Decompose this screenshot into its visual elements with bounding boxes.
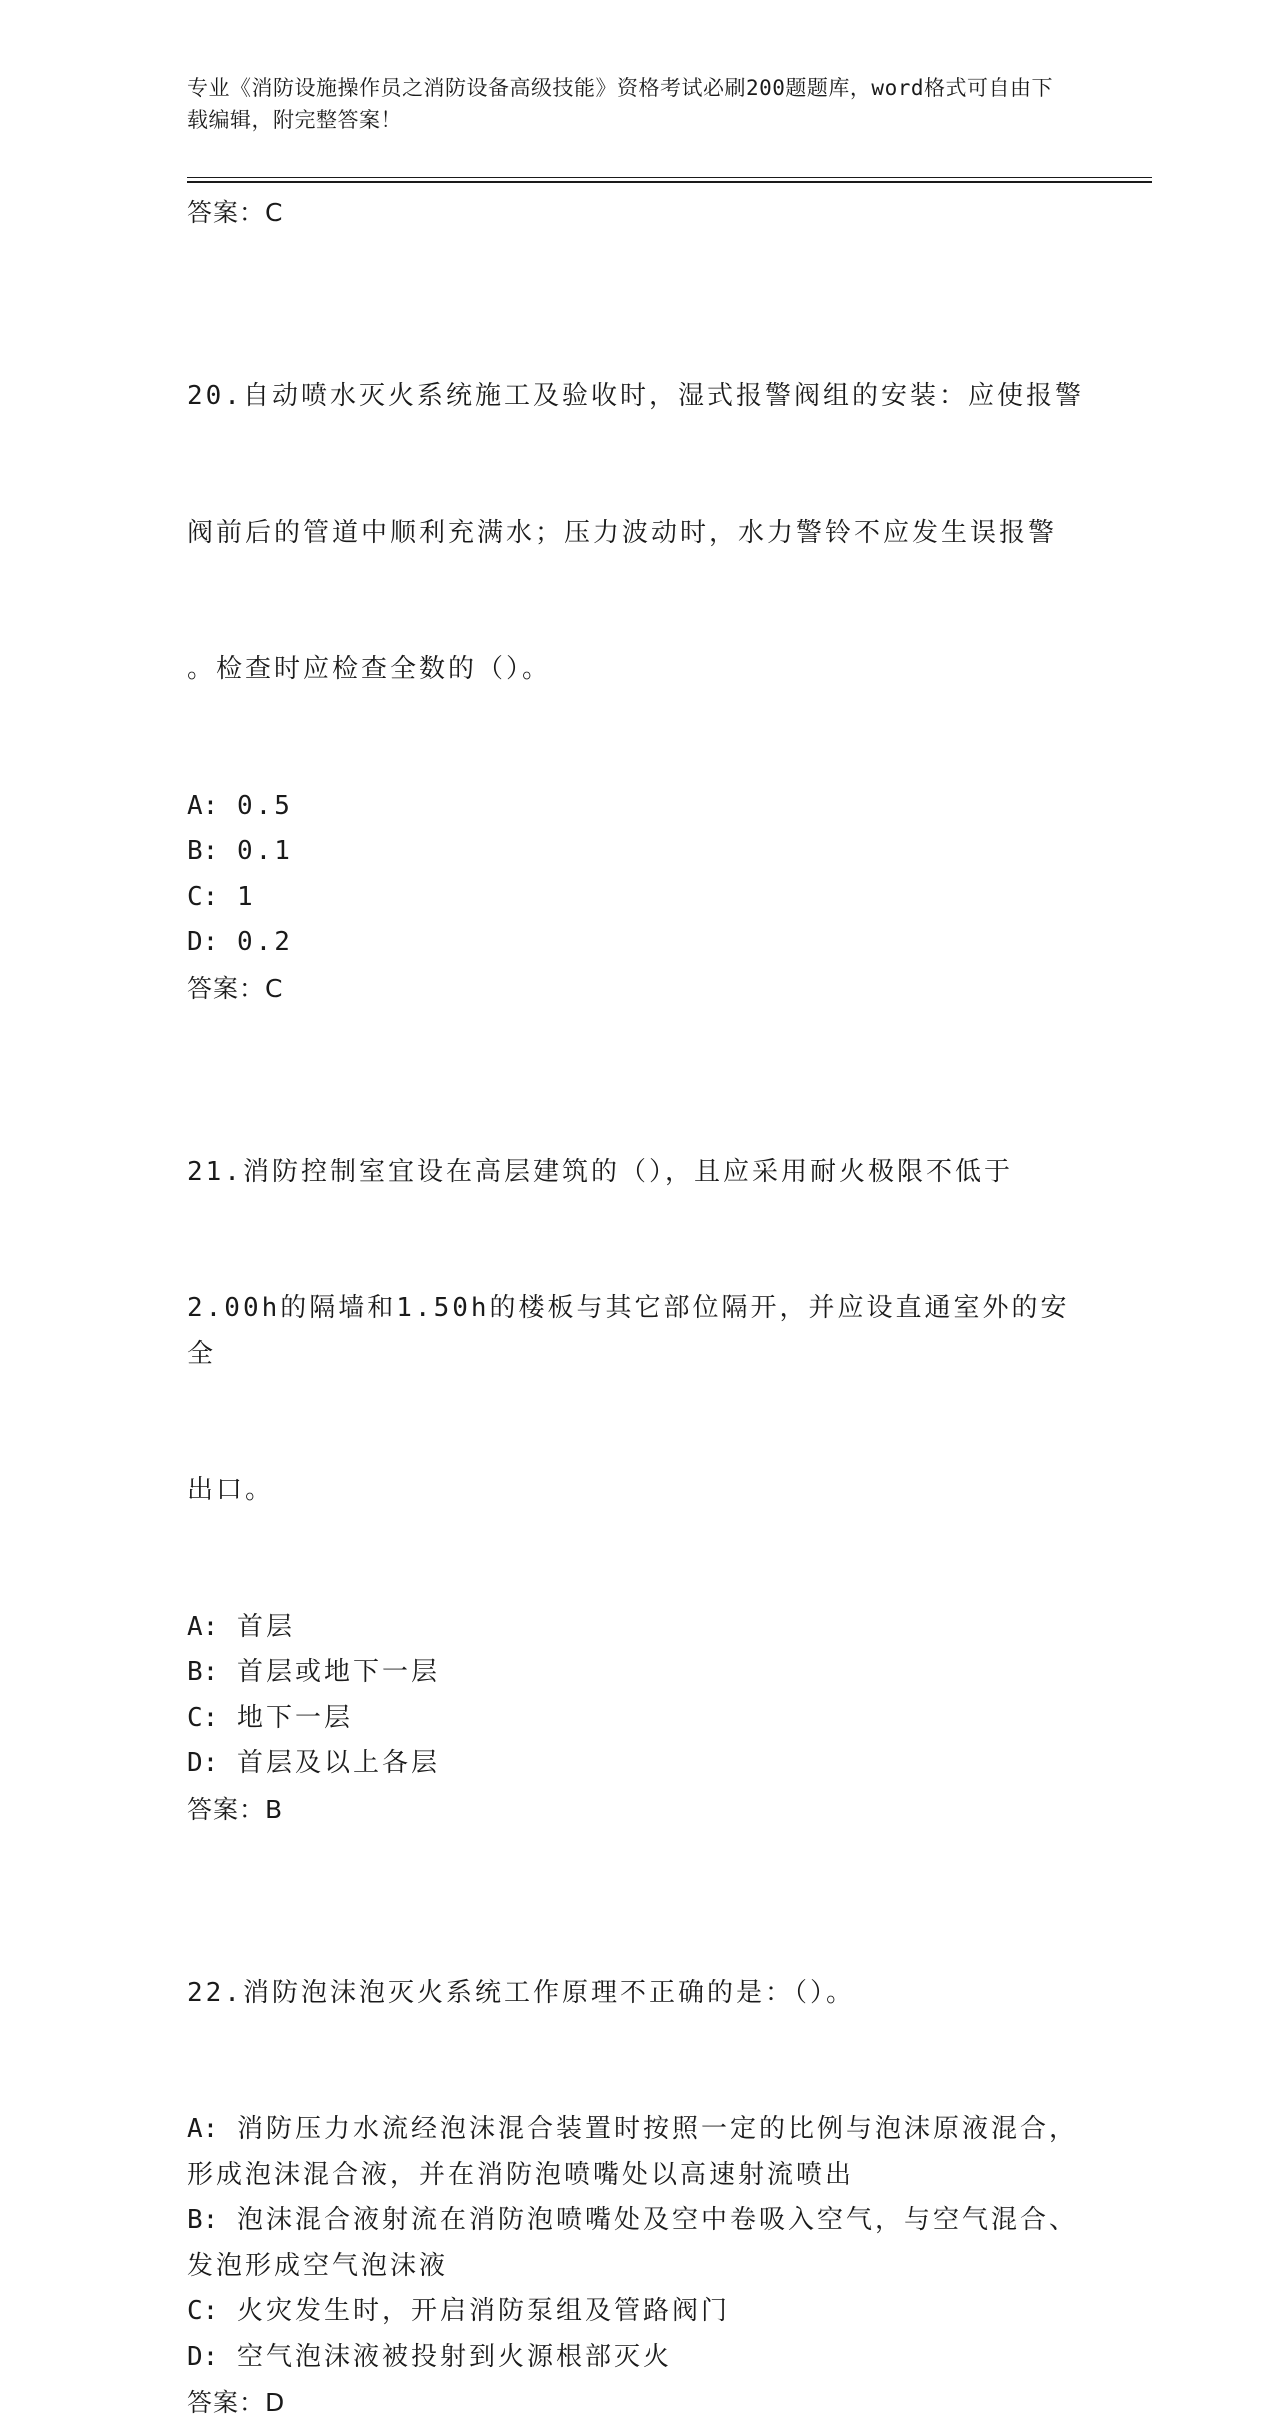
option-a (187, 1605, 1087, 1651)
header-divider-top (187, 177, 1152, 178)
question-stem-line: 阀前后的管道中顺利充满水；压力波动时，水力警铃不应发生误报警 (187, 511, 1087, 557)
option-letter: A: (187, 2114, 218, 2144)
option-b-continued: 发泡形成空气泡沫液 (187, 2244, 1087, 2290)
option-b (187, 2198, 1087, 2244)
option-text: 1 (237, 882, 256, 912)
question-22 (187, 1880, 1087, 2425)
option-text: 火灾发生时，开启消防泵组及管路阀门 (237, 2296, 730, 2326)
answer-line: 答案：C (187, 190, 1087, 235)
question-stem (187, 1880, 1087, 2108)
option-letter: A: (187, 1612, 218, 1642)
option-text: 首层及以上各层 (237, 1748, 440, 1778)
option-a (187, 784, 1087, 830)
option-text: 消防压力水流经泡沫混合装置时按照一定的比例与泡沫原液混合， (237, 2114, 1078, 2144)
option-letter: C: (187, 1703, 218, 1733)
option-letter: D: (187, 1748, 218, 1778)
answer-line: 答案：C (187, 966, 1087, 1011)
option-letter: B: (187, 1657, 218, 1687)
question-stem-line: 21.消防控制室宜设在高层建筑的（），且应采用耐火极限不低于 (187, 1150, 1087, 1196)
question-20 (187, 283, 1087, 1011)
option-letter: C: (187, 2296, 218, 2326)
question-stem-line: 20.自动喷水灭火系统施工及验收时，湿式报警阀组的安装：应使报警 (187, 374, 1087, 420)
option-b (187, 1650, 1087, 1696)
option-a (187, 2107, 1087, 2153)
option-c (187, 875, 1087, 921)
document-body (187, 187, 1087, 2425)
option-text: 泡沫混合液射流在消防泡喷嘴处及空中卷吸入空气，与空气混合、 (237, 2205, 1078, 2235)
option-d (187, 1741, 1087, 1787)
option-text: 0.2 (237, 927, 293, 957)
question-stem-line: 22.消防泡沫泡灭火系统工作原理不正确的是：（）。 (187, 1971, 1087, 2017)
option-c (187, 2289, 1087, 2335)
option-text: 空气泡沫液被投射到火源根部灭火 (237, 2342, 672, 2372)
option-letter: B: (187, 2205, 218, 2235)
option-text: 首层 (237, 1612, 295, 1642)
question-21 (187, 1059, 1087, 1832)
page-header (187, 72, 1067, 136)
answer-line: 答案：B (187, 1787, 1087, 1832)
option-d (187, 2335, 1087, 2381)
question-stem (187, 1059, 1087, 1605)
option-text: 0.5 (237, 791, 293, 821)
option-a-continued: 形成泡沫混合液，并在消防泡喷嘴处以高速射流喷出 (187, 2153, 1087, 2199)
question-stem (187, 283, 1087, 784)
option-text: 地下一层 (237, 1703, 353, 1733)
option-text: 0.1 (237, 836, 293, 866)
header-divider-bottom (187, 181, 1152, 183)
option-letter: C: (187, 882, 218, 912)
option-d (187, 920, 1087, 966)
option-letter: B: (187, 836, 218, 866)
question-stem-line: 。检查时应检查全数的（）。 (187, 647, 1087, 693)
question-stem-line: 2.00h的隔墙和1.50h的楼板与其它部位隔开，并应设直通室外的安全 (187, 1286, 1087, 1377)
answer-line: 答案：D (187, 2380, 1087, 2425)
option-letter: D: (187, 2342, 218, 2372)
option-letter: A: (187, 791, 218, 821)
option-b (187, 829, 1087, 875)
question-stem-line: 出口。 (187, 1468, 1087, 1514)
option-text: 首层或地下一层 (237, 1657, 440, 1687)
header-text: 专业《消防设施操作员之消防设备高级技能》资格考试必刷200题题库，word格式可自由下载编辑，附完整答案！ (187, 76, 1053, 132)
option-c (187, 1696, 1087, 1742)
option-letter: D: (187, 927, 218, 957)
